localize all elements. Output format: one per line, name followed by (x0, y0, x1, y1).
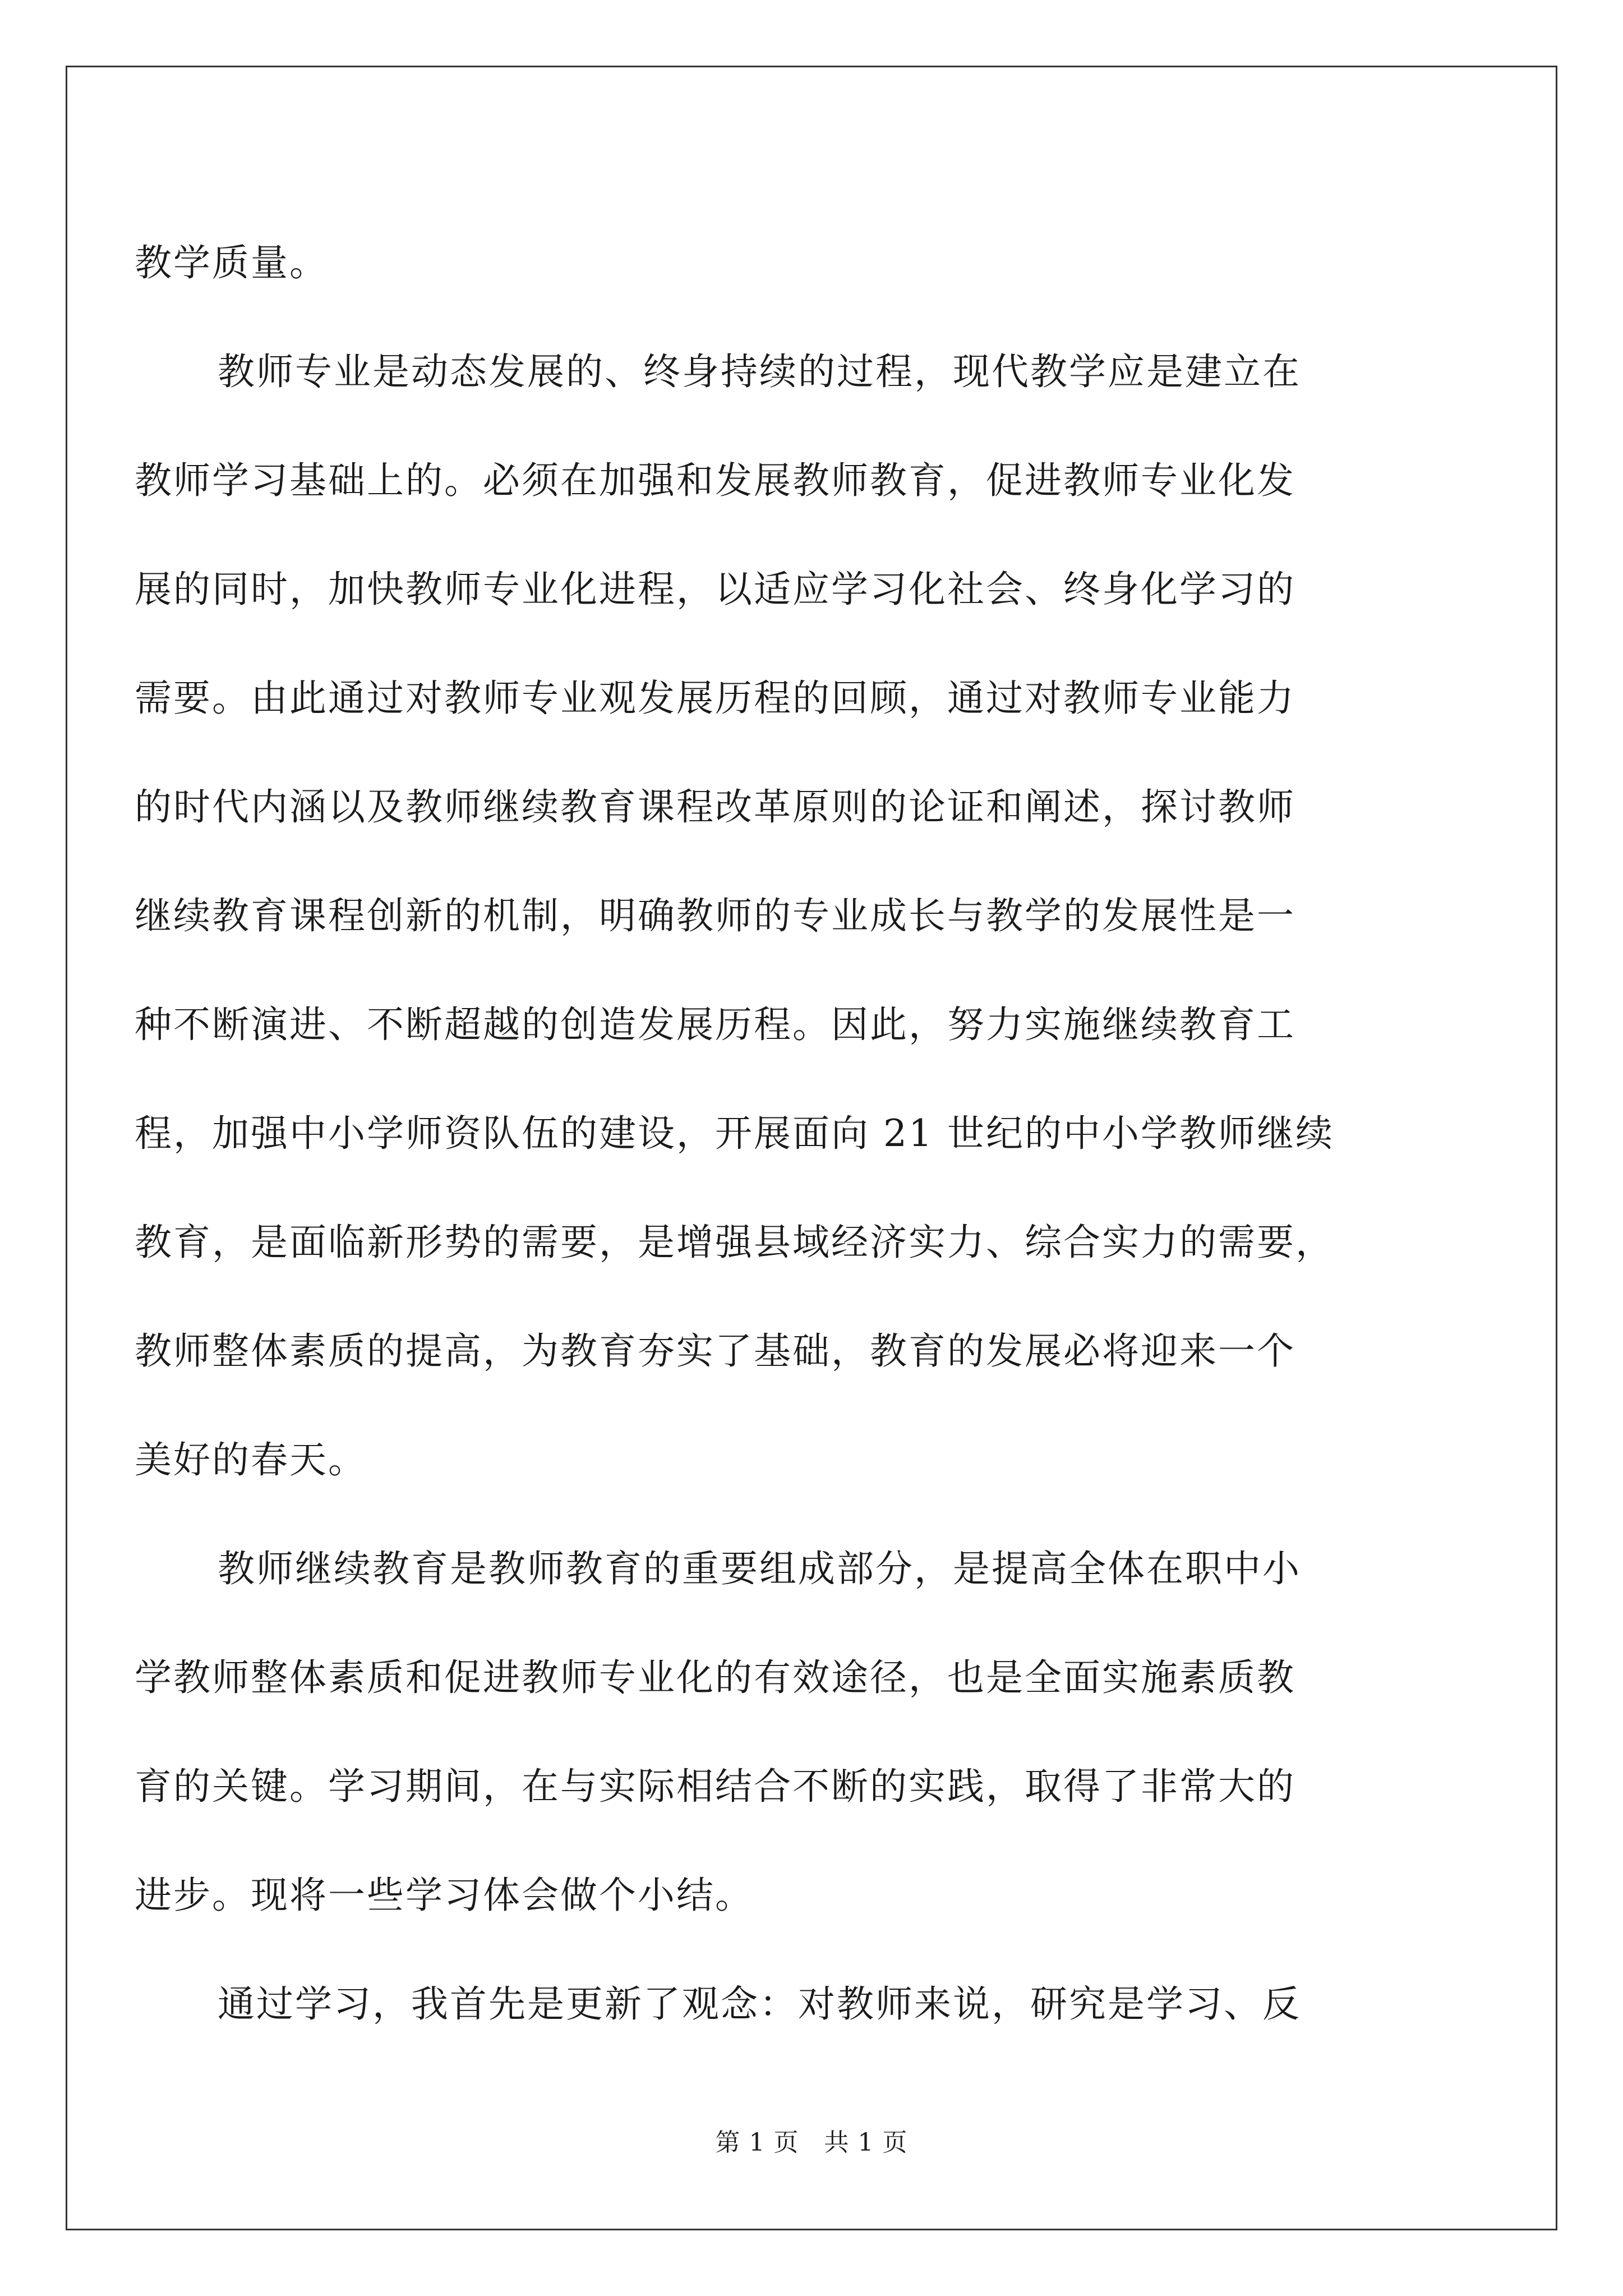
text-line: 育的关键。学习期间，在与实际相结合不断的实践，取得了非常大的 (135, 1765, 1295, 1808)
text-line: 种不断演进、不断超越的创造发展历程。因此，努力实施继续教育工 (135, 1003, 1295, 1046)
text-line: 美好的春天。 (135, 1438, 367, 1481)
text-line: 进步。现将一些学习体会做个小结。 (135, 1874, 754, 1917)
page-total: 共 1 页 (824, 2128, 908, 2157)
document-body (135, 209, 1486, 2059)
text-line: 程，加强中小学师资队伍的建设，开展面向 21 世纪的中小学教师继续 (135, 1112, 1334, 1155)
text-line: 教学质量。 (135, 241, 328, 284)
text-line: 教师继续教育是教师教育的重要组成部分，是提高全体在职中小 (218, 1547, 1301, 1590)
page-number: 第 1 页 (715, 2128, 799, 2157)
page-footer (0, 2126, 1623, 2160)
text-line: 继续教育课程创新的机制，明确教师的专业成长与教学的发展性是一 (135, 894, 1295, 937)
text-line: 需要。由此通过对教师专业观发展历程的回顾，通过对教师专业能力 (135, 677, 1295, 720)
text-line: 的时代内涵以及教师继续教育课程改革原则的论证和阐述，探讨教师 (135, 785, 1295, 829)
text-line: 教师专业是动态发展的、终身持续的过程，现代教学应是建立在 (218, 350, 1301, 393)
text-line: 展的同时，加快教师专业化进程，以适应学习化社会、终身化学习的 (135, 568, 1295, 611)
text-line: 教师学习基础上的。必须在加强和发展教师教育，促进教师专业化发 (135, 459, 1295, 502)
text-line: 教育，是面临新形势的需要，是增强县域经济实力、综合实力的需要， (135, 1221, 1334, 1264)
text-line: 通过学习，我首先是更新了观念：对教师来说，研究是学习、反 (218, 1982, 1301, 2026)
text-line: 学教师整体素质和促进教师专业化的有效途径，也是全面实施素质教 (135, 1656, 1295, 1699)
text-line: 教师整体素质的提高，为教育夯实了基础，教育的发展必将迎来一个 (135, 1329, 1295, 1373)
footer-spacer (799, 2128, 824, 2157)
